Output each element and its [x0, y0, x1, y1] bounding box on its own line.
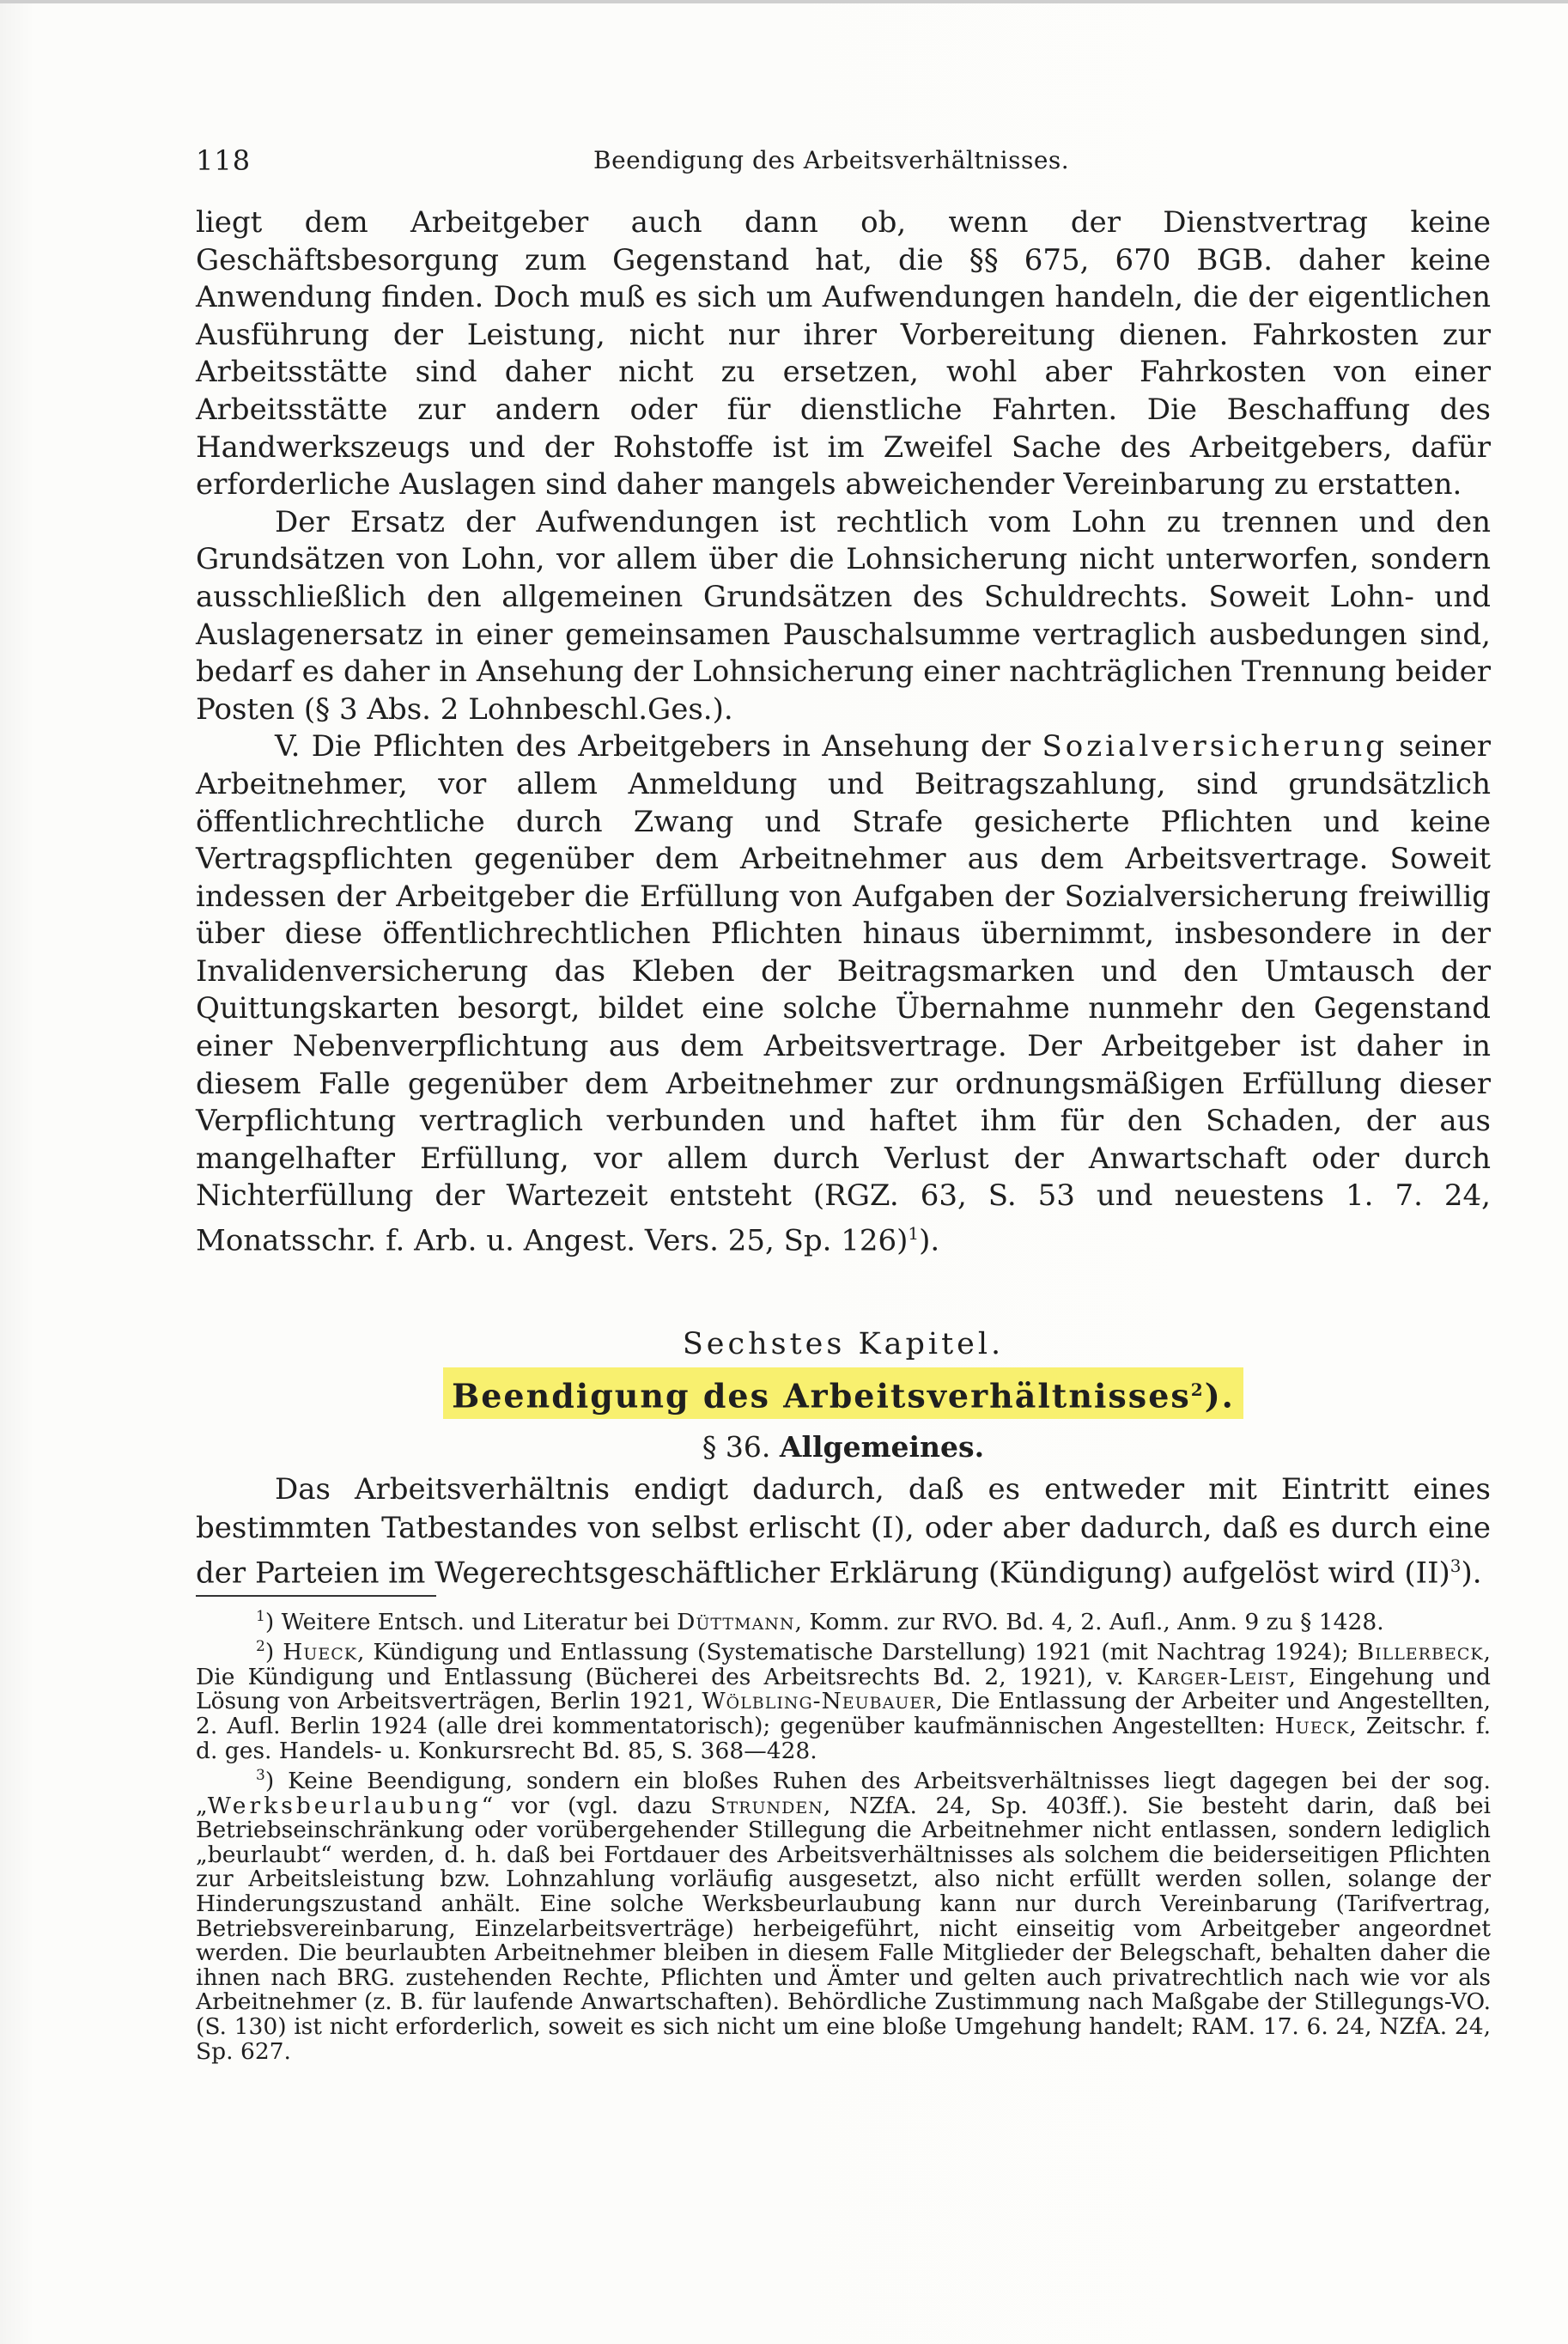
section-intro: [196, 1470, 1491, 1592]
section-name: Allgemeines.: [779, 1429, 985, 1464]
footnote-2-author-2: Billerbeck: [1357, 1639, 1484, 1666]
footnote-1-mark: 1: [256, 1608, 265, 1625]
emphasis-sozialversicherung: Sozialversicherung: [1042, 729, 1388, 764]
footnote-2-text-f: , Zeitschr. f. d. ges. Handels- u. Konkursrecht Bd. 85, S. 368—428.: [196, 1713, 1491, 1764]
footnote-3-text-b: “ vor (vgl. dazu: [481, 1792, 692, 1819]
paragraph-3-lead: V. Die Pflichten des Arbeitgebers in Ansehung der: [275, 729, 1031, 764]
footnotes: [196, 1604, 1491, 2064]
footnote-3-term: Werksbeurlaubung: [207, 1792, 482, 1819]
paragraph-3: [196, 728, 1491, 1260]
footnote-3-mark: 3: [256, 1767, 265, 1785]
footnote-2-text-d: , Eingehung und Lösung von Arbeitsverträgen, Berlin 1921,: [196, 1663, 1491, 1715]
paragraph-3-rest: seiner Arbeitnehmer, vor allem Anmeldung und Beitragszahlung, sind grundsätzlich öffentlichrechtliche durch Zwang und Strafe gesicherte Pflichten und keine Vertragspflichten gegenüber dem Arbeitnehmer aus dem Arbeitsvertrage. Soweit indessen der Arbeitgeber die Erfüllung von Aufgaben der Sozialversicherung freiwillig über diese öffentlichrechtlichen Pflichten hinaus übernimmt, insbesondere in der Invalidenversicherung das Kleben der Beitragsmarken und den Umtausch der Quittungskarten besorgt, bildet eine solche Übernahme nunmehr den Gegenstand einer Nebenverpflichtung aus dem Arbeitsvertrage. Der Arbeitgeber ist daher in diesem Falle gegenüber dem Arbeitnehmer zur ordnungsmäßigen Erfüllung dieser Verpflichtung vertraglich verbunden und haftet ihm für den Schaden, der aus mangelhafter Erfüllung, vor allem durch Verlust der Anwartschaft oder durch Nichterfüllung der Wartezeit entsteht (RGZ. 63, S. 53 und neuestens 1. 7. 24, Monatsschr. f. Arb. u. Angest. Vers. 25, Sp. 126): [196, 729, 1491, 1258]
footnote-3: [196, 1763, 1491, 2064]
footnote-3-author: Strunden: [710, 1792, 824, 1819]
section-number: § 36.: [702, 1429, 771, 1464]
footnote-1: [196, 1604, 1491, 1635]
footnote-2-author-4: Wölbling-Neubauer: [702, 1688, 936, 1715]
footnote-2-author-1: Hueck: [283, 1639, 357, 1666]
paragraph-2: Der Ersatz der Aufwendungen ist rechtlich vom Lohn zu trennen und den Grundsätzen von Lohn, vor allem über die Lohnsicherung nicht unterworfen, sondern ausschließlich den allgemeinen Grundsätzen des Schuldrechts. Soweit Lohn- und Auslagenersatz in einer gemeinsamen Pauschalsumme vertraglich ausbedungen sind, bedarf es daher in Ansehung der Lohnsicherung einer nachträglichen Trennung beider Posten (§ 3 Abs. 2 Lohnbeschl.Ges.).: [196, 504, 1491, 727]
footnote-ref-1: 1: [908, 1223, 920, 1245]
footnote-divider: [196, 1595, 436, 1597]
page-number: 118: [196, 144, 252, 177]
intro-end: ).: [1461, 1556, 1482, 1591]
intro-paragraph: [196, 1470, 1491, 1592]
footnote-2-mark: 2: [256, 1638, 265, 1656]
footnote-2-text-a: ): [264, 1639, 275, 1666]
chapter-heading: [196, 1323, 1491, 1470]
paragraph-3-end: ).: [919, 1223, 940, 1258]
chapter-title-highlighted: [443, 1367, 1243, 1419]
footnote-2-author-3: Karger-Leist: [1136, 1663, 1289, 1690]
chapter-label: Sechstes Kapitel.: [682, 1327, 1005, 1361]
footnote-2-text-b: , Kündigung und Entlassung (Systematische Darstellung) 1921 (mit Nachtrag 1924);: [356, 1639, 1349, 1666]
section-heading: [196, 1424, 1491, 1470]
scan-edge: [0, 0, 1568, 3]
footnote-ref-3: 3: [1449, 1556, 1462, 1576]
footnote-2-text-e: , Die Entlassung der Arbeiter und Angestellten, 2. Aufl. Berlin 1924 (alle drei kommentatorisch); gegenüber kaufmännischen Angestellten:: [196, 1688, 1491, 1740]
footnote-ref-2: 2: [1190, 1379, 1205, 1400]
footnote-3-text-a: ) Keine Beendigung, sondern ein bloßes Ruhen des Arbeitsverhältnisses liegt dagegen bei der sog. „: [196, 1768, 1491, 1819]
chapter-title-text: Beendigung des Arbeitsverhältnisses: [452, 1376, 1191, 1416]
running-title: Beendigung des Arbeitsverhältnisses.: [593, 146, 1070, 174]
footnote-2: [196, 1635, 1491, 1763]
footnote-2-author-5: Hueck: [1274, 1713, 1350, 1740]
body-text: [196, 204, 1491, 1260]
footnote-3-text-c: , NZfA. 24, Sp. 403ff.). Sie besteht darin, daß bei Betriebseinschränkung oder vorübergehender Stillegung die Arbeitnehmer nicht entlassen, sondern lediglich „beurlaubt“ werden, d. h. daß bei Fortdauer des Arbeitsverhältnisses als solchem die beiderseitigen Pflichten zur Arbeitsleistung bzw. Lohnzahlung vorläufig ausgesetzt, also nicht erfüllt werden sollen, solange der Hinderungszustand anhält. Eine solche Werksbeurlaubung kann nur durch Vereinbarung (Tarifvertrag, Betriebsvereinbarung, Einzelarbeitsverträge) herbeigeführt, nicht einseitig vom Arbeitgeber angeordnet werden. Die beurlaubten Arbeitnehmer bleiben in diesem Falle Mitglieder der Belegschaft, behalten daher die ihnen nach BRG. zustehenden Rechte, Pflichten und Ämter und gelten auch privatrechtlich nach wie vor als Arbeitnehmer (z. B. für laufende Anwartschaften). Behördliche Zustimmung nach Maßgabe der Stillegungs-VO. (S. 130) ist nicht erforderlich, soweit es sich nicht um eine bloße Umgehung handelt; RAM. 17. 6. 24, NZfA. 24, Sp. 627.: [196, 1792, 1491, 2065]
chapter-title-end: ).: [1204, 1376, 1235, 1416]
intro-text: Das Arbeitsverhältnis endigt dadurch, daß es entweder mit Eintritt eines bestimmten Tatbestandes von selbst erlischt (I), oder aber dadurch, daß es durch eine der Parteien im Wegerechtsgeschäftlicher Erklärung (Kündigung) aufgelöst wird (II): [196, 1472, 1491, 1591]
paragraph-1: liegt dem Arbeitgeber auch dann ob, wenn der Dienstvertrag keine Geschäftsbesorgung zum Gegenstand hat, die §§ 675, 670 BGB. daher keine Anwendung finden. Doch muß es sich um Aufwendungen handeln, die der eigentlichen Ausführung der Leistung, nicht nur ihrer Vorbereitung dienen. Fahrkosten zur Arbeitsstätte sind daher nicht zu ersetzen, wohl aber Fahrkosten von einer Arbeitsstätte zur andern oder für dienstliche Fahrten. Die Beschaffung des Handwerkszeugs und der Rohstoffe ist im Zweifel Sache des Arbeitgebers, dafür erforderliche Auslagen sind daher mangels abweichender Vereinbarung zu erstatten.: [196, 205, 1491, 502]
footnote-1-text-b: , Komm. zur RVO. Bd. 4, 2. Aufl., Anm. 9 zu § 1428.: [794, 1608, 1384, 1635]
footnote-1-text-a: ) Weitere Entsch. und Literatur bei: [264, 1608, 670, 1635]
footnote-2-text-c: , Die Kündigung und Entlassung (Bücherei des Arbeitsrechts Bd. 2, 1921), v.: [196, 1639, 1491, 1690]
running-head: [196, 144, 1484, 187]
footnote-1-author: Düttmann: [677, 1608, 795, 1635]
